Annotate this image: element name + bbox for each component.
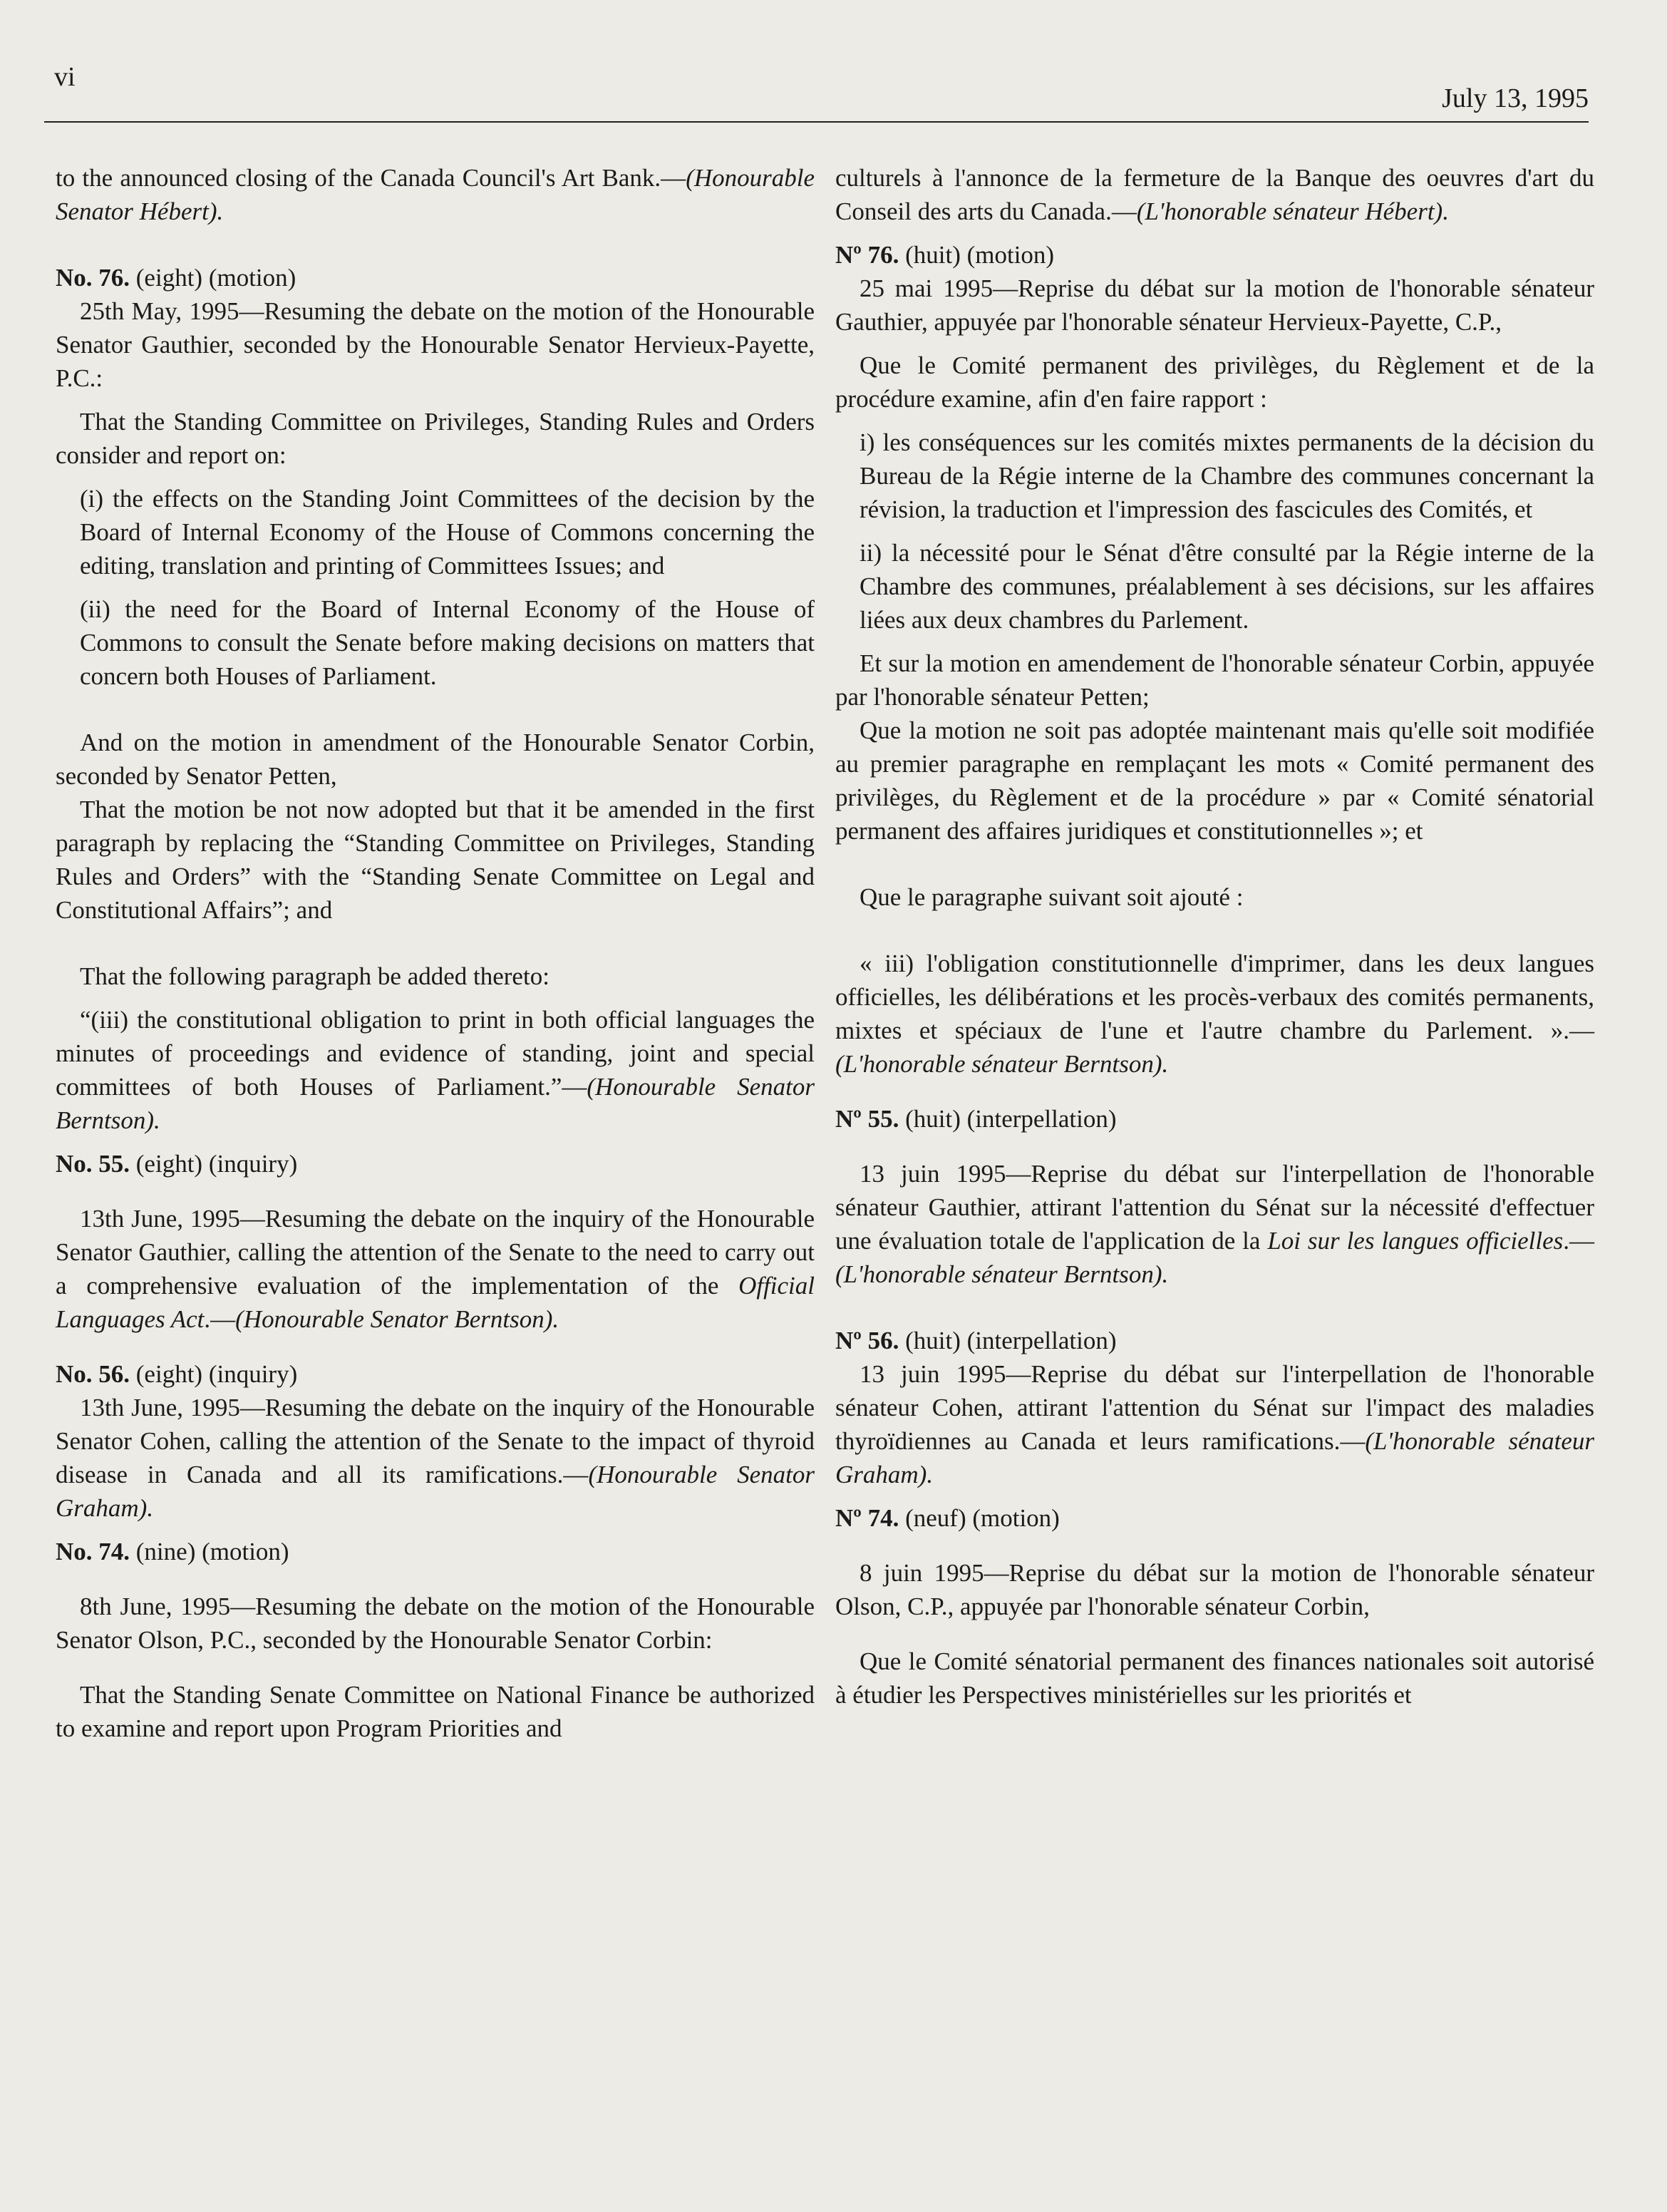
item-heading-76-fr: Nº 76. (huit) (motion) xyxy=(835,241,1055,269)
item-76-para-1-fr: 25 mai 1995—Reprise du débat sur la motion de l'honorable sénateur Gauthier, appuyée par l'honorable sénateur Hervieux-Payette, C.P., xyxy=(835,274,1594,336)
item-55-para-1: 13th June, 1995—Resuming the debate on the inquiry of the Honourable Senator Gauthier, calling the attention of the Senate to the need to carry out a comprehensive evaluation of the implementation of the Official Languages Act.—(Honourable Senator Berntson). xyxy=(56,1205,815,1333)
item-76-point-ii-fr: ii) la nécessité pour le Sénat d'être consulté par la Régie interne de la Chambre des communes, préalablement à ses décisions, sur les affaires liées aux deux chambres du Parlement. xyxy=(860,539,1594,634)
item-heading-74: No. 74. (nine) (motion) xyxy=(56,1538,289,1565)
item-76-para-3: And on the motion in amendment of the Honourable Senator Corbin, seconded by Senator Petten, xyxy=(56,729,815,790)
item-56-para-1-fr: 13 juin 1995—Reprise du débat sur l'interpellation de l'honorable sénateur Cohen, attirant l'attention du Sénat sur l'impact des maladies thyroïdiennes au Canada et leurs ramifications.—(L'honorable sénateur Graham). xyxy=(835,1360,1594,1488)
item-56-para-1: 13th June, 1995—Resuming the debate on the inquiry of the Honourable Senator Cohen, calling the attention of the Senate to the impact of thyroid disease in Canada and all its ramifications.—(Honourable Senator Graham). xyxy=(56,1394,815,1522)
item-heading-55-fr: Nº 55. (huit) (interpellation) xyxy=(835,1105,1117,1133)
item-76-para-4: That the motion be not now adopted but that it be amended in the first paragraph by replacing the “Standing Committee on Privileges, Standing Rules and Orders” with the “Standing Senate Committee on Legal and Constitutional Affairs”; and xyxy=(56,796,815,924)
page-number: vi xyxy=(54,62,76,92)
item-76-para-1: 25th May, 1995—Resuming the debate on the motion of the Honourable Senator Gauthier, seconded by the Honourable Senator Hervieux-Payette, P.C.: xyxy=(56,297,815,392)
item-76-para-5: That the following paragraph be added thereto: xyxy=(80,962,549,990)
english-column xyxy=(56,161,815,1745)
item-76-para-2: That the Standing Committee on Privileges, Standing Rules and Orders consider and report on: xyxy=(56,408,815,469)
item-76-point-ii: (ii) the need for the Board of Internal Economy of the House of Commons to consult the Senate before making decisions on matters that concern both Houses of Parliament. xyxy=(80,595,815,690)
item-76-para-6-fr: « iii) l'obligation constitutionnelle d'imprimer, dans les deux langues officielles, les délibérations et les procès-verbaux des comités permanents, mixtes et spéciaux de l'une et l'autre chambre du Parlement. ».—(L'honorable sénateur Berntson). xyxy=(835,950,1594,1078)
page-date: July 13, 1995 xyxy=(1442,83,1589,113)
item-74-para-2: That the Standing Senate Committee on National Finance be authorized to examine and report upon Program Priorities and xyxy=(56,1681,815,1742)
item-76-para-5-fr: Que le paragraphe suivant soit ajouté : xyxy=(860,883,1244,911)
item-76-para-6: “(iii) the constitutional obligation to print in both official languages the minutes of proceedings and evidence of standing, joint and special committees of both Houses of Parliament.”—(Honourable Senator Berntson). xyxy=(56,1006,815,1134)
intro-paragraph: to the announced closing of the Canada Council's Art Bank.—(Honourable Senator Hébert). xyxy=(56,164,815,225)
item-76-point-i: (i) the effects on the Standing Joint Committees of the decision by the Board of Internal Economy of the House of Commons concerning the editing, translation and printing of Committees Issues; and xyxy=(80,485,815,580)
item-74-para-1-fr: 8 juin 1995—Reprise du débat sur la motion de l'honorable sénateur Olson, C.P., appuyée par l'honorable sénateur Corbin, xyxy=(835,1559,1594,1620)
item-74-para-2-fr: Que le Comité sénatorial permanent des finances nationales soit autorisé à étudier les Perspectives ministérielles sur les priorités et xyxy=(835,1647,1594,1709)
item-heading-56-fr: Nº 56. (huit) (interpellation) xyxy=(835,1327,1117,1354)
item-heading-55: No. 55. (eight) (inquiry) xyxy=(56,1150,298,1178)
item-76-point-i-fr: i) les conséquences sur les comités mixtes permanents de la décision du Bureau de la Régie interne de la Chambre des communes concernant la révision, la traduction et l'impression des fascicules des Comités, et xyxy=(860,428,1594,523)
french-column xyxy=(835,161,1594,1712)
item-55-para-1-fr: 13 juin 1995—Reprise du débat sur l'interpellation de l'honorable sénateur Gauthier, attirant l'attention du Sénat sur la nécessité d'effectuer une évaluation totale de l'application de la Loi sur les langues officielles.—(L'honorable sénateur Berntson). xyxy=(835,1160,1594,1288)
item-76-para-3-fr: Et sur la motion en amendement de l'honorable sénateur Corbin, appuyée par l'honorable sénateur Petten; xyxy=(835,649,1594,711)
intro-paragraph-fr: culturels à l'annonce de la fermeture de la Banque des oeuvres d'art du Conseil des arts du Canada.—(L'honorable sénateur Hébert). xyxy=(835,164,1594,225)
item-76-para-2-fr: Que le Comité permanent des privilèges, du Règlement et de la procédure examine, afin d'en faire rapport : xyxy=(835,351,1594,413)
item-heading-76: No. 76. (eight) (motion) xyxy=(56,264,296,292)
item-heading-56: No. 56. (eight) (inquiry) xyxy=(56,1360,298,1388)
item-74-para-1: 8th June, 1995—Resuming the debate on the motion of the Honourable Senator Olson, P.C., seconded by the Honourable Senator Corbin: xyxy=(56,1593,815,1654)
item-76-para-4-fr: Que la motion ne soit pas adoptée maintenant mais qu'elle soit modifiée au premier paragraphe en remplaçant les mots « Comité permanent des privilèges, du Règlement et de la procédure » par « Comité sénatorial permanent des affaires juridiques et constitutionnelles »; et xyxy=(835,716,1594,845)
header-rule xyxy=(44,121,1589,123)
item-heading-74-fr: Nº 74. (neuf) (motion) xyxy=(835,1504,1060,1532)
